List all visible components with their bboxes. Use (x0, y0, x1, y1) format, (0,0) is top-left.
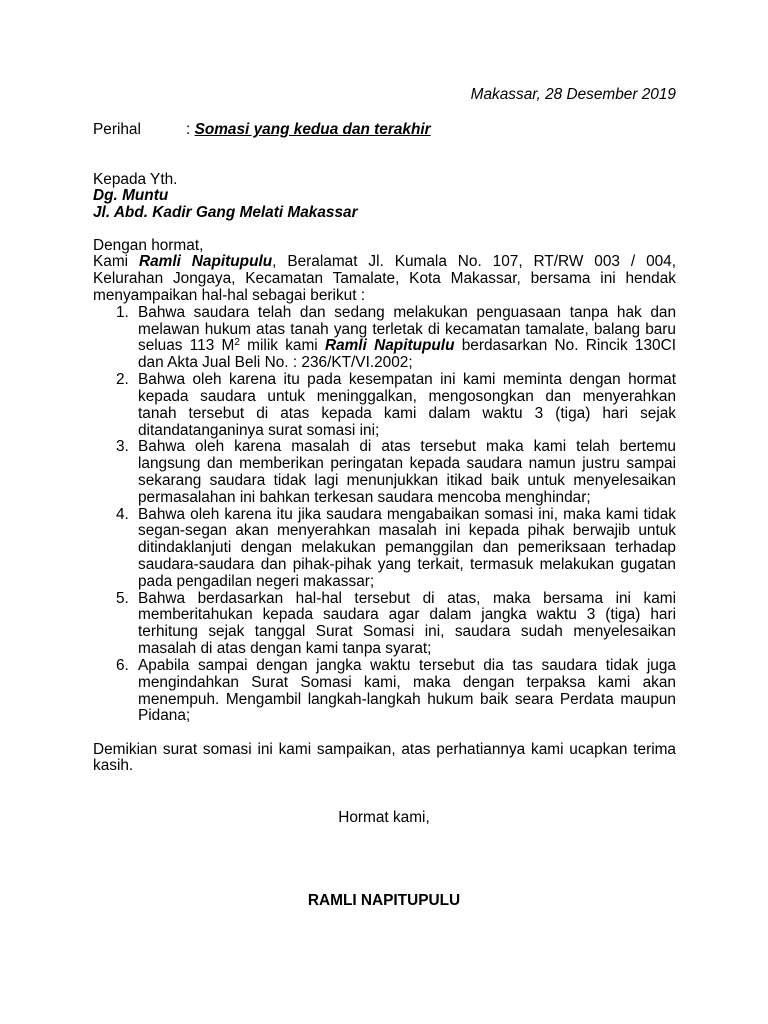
point-item (93, 439, 676, 506)
subject-value: Somasi yang kedua dan terakhir (194, 120, 431, 138)
owner-name: Ramli Napitupulu (324, 337, 455, 355)
point-item (93, 591, 676, 658)
point-number: 6. (116, 656, 129, 674)
closing-line: kasih. (93, 757, 134, 775)
point-line: Pidana; (138, 707, 191, 725)
point-number: 4. (116, 505, 129, 523)
point-line: terhitung sejak tanggal Surat Somasi ini, saudara sudah menyelesaikan (138, 623, 676, 641)
intro-line: menyampaikan hal-hal sebagai berikut : (93, 287, 366, 305)
point-line: Apabila sampai dengan jangka waktu tersebut dia tas saudara tidak juga (138, 656, 676, 674)
recipient-name: Dg. Muntu (93, 187, 169, 205)
signer-name: RAMLI NAPITUPULU (307, 891, 461, 909)
point-line: Bahwa oleh karena itu jika saudara mengabaikan somasi ini, maka kami tidak (138, 505, 676, 523)
recipient-block (93, 172, 676, 222)
subject-line (93, 122, 676, 139)
superscript-text: 2 (234, 337, 240, 349)
subject-separator: : (186, 120, 195, 138)
point-line: ditandatanganinya surat somasi ini; (138, 421, 380, 439)
point-line: dan Akta Jual Beli No. : 236/KT/VI.2002; (138, 354, 413, 372)
point-number: 1. (116, 303, 129, 321)
closing-line: Demikian surat somasi ini kami sampaikan, atas perhatiannya kami ucapkan terima (93, 740, 676, 758)
point-line (138, 338, 676, 355)
intro-line: Kelurahan Jongaya, Kecamatan Tamalate, Kota Makassar, bersama ini hendak (93, 270, 676, 288)
intro-text: Kami (93, 253, 139, 271)
point-line: ditindaklanjuti dengan melakukan pemanggilan dan pemeriksaan terhadap (138, 539, 676, 557)
valediction: Hormat kami, (338, 808, 430, 826)
sender-name: Ramli Napitupulu (138, 253, 273, 271)
point-line: masalah di atas dengan kami tanpa syarat; (138, 640, 432, 658)
point-line: sekarang saudara tidak lagi menunjukkan itikad baik untuk menyelesaikan (138, 471, 676, 489)
point-line: mengindahkan Surat Somasi kami, maka dengan terpaksa kami akan (138, 673, 676, 691)
point-line: permasalahan ini bahkan terkesan saudara mencoba menghindar; (138, 488, 591, 506)
point-text: milik kami (239, 337, 325, 355)
point-line: kepada saudara untuk meninggalkan, mengosongkan dan menyerahkan (138, 387, 676, 405)
point-item (93, 507, 676, 591)
point-line: langsung dan memberikan peringatan kepada saudara namun justru sampai (138, 455, 676, 473)
point-item (93, 658, 676, 725)
point-number: 2. (116, 371, 129, 389)
subject-label: Perihal (93, 120, 141, 138)
point-line: memberitahukan kepada saudara agar dalam jangka waktu 3 (tiga) hari (138, 606, 676, 624)
point-line: Bahwa berdasarkan hal-hal tersebut di atas, maka bersama ini kami (138, 589, 676, 607)
point-item (93, 372, 676, 439)
greeting: Dengan hormat, (93, 236, 204, 254)
letter-body (93, 238, 676, 726)
point-number: 5. (116, 589, 129, 607)
intro-text: , Beralamat Jl. Kumala No. 107, RT/RW 003 / 004, (272, 253, 677, 271)
letter-date: Makassar, 28 Desember 2019 (470, 85, 676, 103)
point-item (93, 305, 676, 372)
recipient-salutation: Kepada Yth. (93, 170, 178, 188)
point-line: Bahwa oleh karena itu pada kesempatan ini kami meminta dengan hormat (138, 371, 676, 389)
point-line: pada pengadilan negeri makassar; (138, 572, 375, 590)
point-line: tanah tersebut di atas kepada kami dalam waktu 3 (tiga) hari sejak (138, 404, 676, 422)
point-text: seluas 113 M (138, 337, 235, 355)
point-text: berdasarkan No. Rincik 130CI (454, 337, 676, 355)
point-line: melawan hukum atas tanah yang terletak di kecamatan tamalate, balang baru (138, 320, 676, 338)
point-line: segan-segan akan menyerahkan masalah ini kepada pihak berwajib untuk (138, 522, 676, 540)
closing-paragraph (93, 742, 676, 776)
point-line: saudara-saudara dan pihak-pihak yang terkait, termasuk melakukan gugatan (138, 556, 676, 574)
intro-line (93, 254, 676, 271)
point-line: Bahwa oleh karena masalah di atas tersebut maka kami telah bertemu (138, 438, 676, 456)
point-number: 3. (116, 438, 129, 456)
point-line: menempuh. Mengambil langkah-langkah hukum baik seara Perdata maupun (138, 690, 676, 708)
point-line: Bahwa saudara telah dan sedang melakukan penguasaan tanpa hak dan (138, 303, 676, 321)
recipient-address: Jl. Abd. Kadir Gang Melati Makassar (93, 204, 358, 222)
